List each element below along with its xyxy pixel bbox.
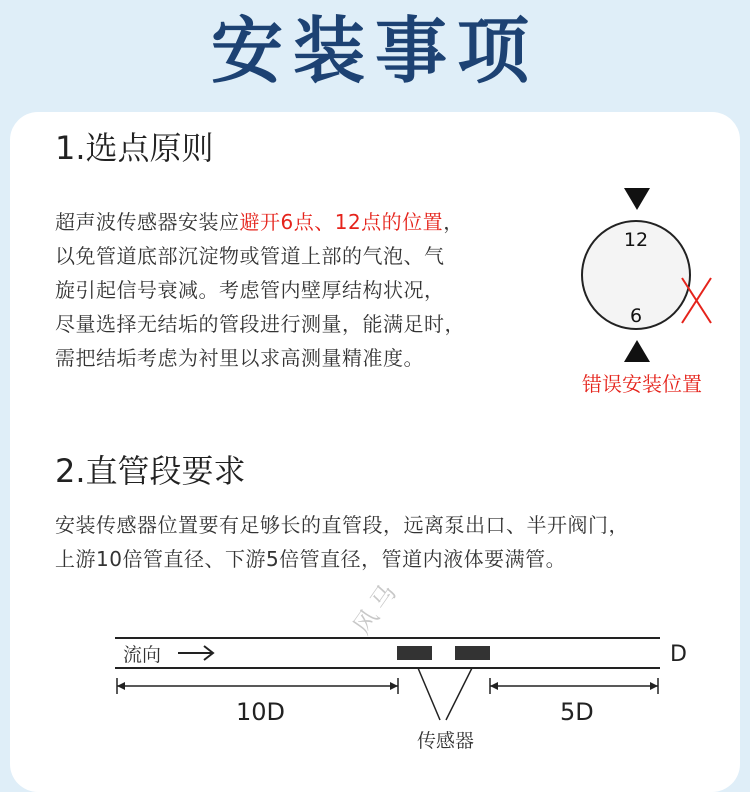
straight-pipe-line-2: 上游10倍管直径、下游5倍管直径，管道内液体要满管。: [55, 547, 567, 571]
selection-paragraph: [55, 205, 535, 375]
selection-line-1: [55, 205, 535, 239]
wrong-position-caption: 错误安装位置: [582, 372, 702, 396]
position-6-label: 6: [629, 305, 643, 327]
selection-line-3: 旋引起信号衰减。考虑管内壁厚结构状况，: [55, 278, 445, 302]
selection-line-2: 以免管道底部沉淀物或管道上部的气泡、气: [55, 244, 445, 268]
flow-direction-label: 流向: [123, 644, 162, 666]
sensor-label: 传感器: [417, 730, 475, 752]
watermark: 风马: [347, 574, 406, 640]
downstream-dimension: [490, 678, 658, 694]
sensor-pointer-left: [418, 668, 440, 720]
pipe-position-diagram: [570, 180, 730, 370]
selection-text-prefix: 超声波传感器安装应: [55, 210, 240, 234]
position-12-label: 12: [623, 229, 649, 251]
selection-highlight: 避开6点、12点的位置: [239, 210, 444, 234]
section-heading-selection: 1.选点原则: [55, 129, 214, 167]
section-heading-straight-pipe: 2.直管段要求: [55, 452, 246, 490]
selection-line-4: 尽量选择无结垢的管段进行测量，能满足时，: [55, 312, 465, 336]
upstream-length-label: 10D: [236, 698, 286, 726]
sensor-right: [455, 646, 490, 660]
upstream-dimension: [117, 678, 398, 694]
selection-text-comma: ，: [443, 210, 464, 234]
diameter-label: D: [670, 642, 687, 667]
downstream-length-label: 5D: [560, 698, 594, 726]
sensor-pointer-right: [446, 668, 472, 720]
flow-arrow-icon: [178, 646, 213, 660]
bottom-arrow-icon: [624, 340, 650, 362]
selection-line-5: 需把结垢考虑为衬里以求高测量精准度。: [55, 346, 424, 370]
sensor-left: [397, 646, 432, 660]
straight-pipe-line-1: 安装传感器位置要有足够长的直管段，远离泵出口、半开阀门，: [55, 513, 629, 537]
page-title: 安装事项: [210, 9, 539, 93]
straight-pipe-paragraph: [55, 508, 735, 576]
top-arrow-icon: [624, 188, 650, 210]
